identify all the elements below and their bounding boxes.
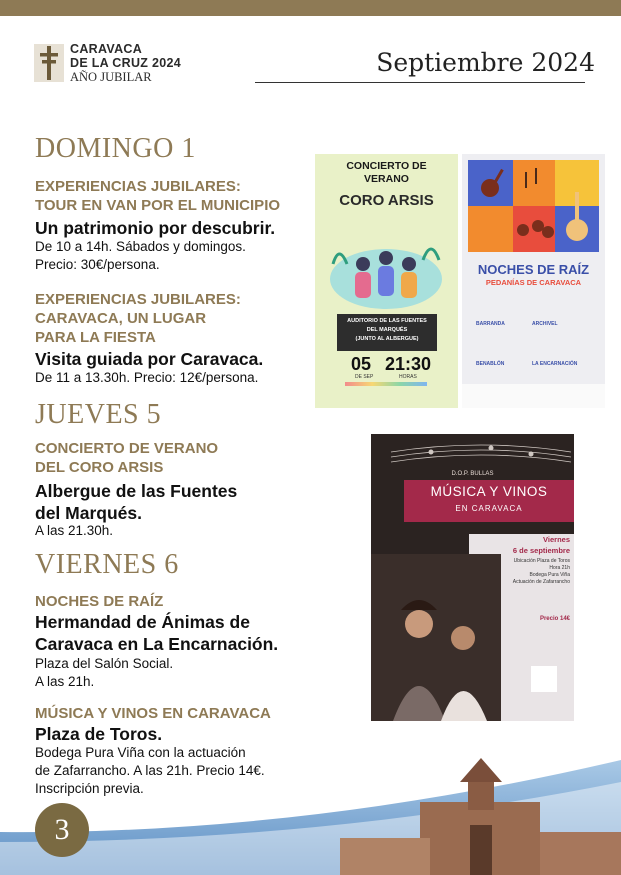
music-staff-icon [371,442,574,472]
event-title: Visita guiada por Caravaca. [35,349,264,369]
day-heading-domingo: DOMINGO 1 [35,133,196,164]
poster-venue: DEL MARQUÉS [366,327,408,333]
poster-place: BARRANDA [476,321,505,327]
poster-price: Precio 14€ [539,616,570,622]
poster-day: Viernes [543,535,570,544]
poster-day-2: 6 de septiembre [512,546,570,555]
event-info: Plaza del Salón Social. A las 21h. [35,656,174,689]
event-title: Albergue de las Fuentes del Marqués. [35,481,238,523]
poster-date: 05 [351,354,372,374]
day-heading-jueves: JUEVES 5 [35,399,162,430]
poster-venue: AUDITORIO DE LAS FUENTES [347,318,427,324]
top-accent-bar [0,0,621,16]
jubilee-logo [34,42,194,86]
poster-venue: (JUNTO AL ALBERGUE) [355,336,419,342]
month-title: Septiembre 2024 [376,48,595,77]
poster-noches-de-raiz [462,154,605,408]
poster-title: NOCHES DE RAÍZ [477,262,590,277]
event-category: EXPERIENCIAS JUBILARES: CARAVACA, UN LUGAR PARA LA FIESTA [35,291,241,346]
event-info: De 11 a 13.30h. Precio: 12€/persona. [35,370,259,385]
event-info: Bodega Pura Viña con la actuación de Zafarrancho. A las 21h. Precio 14€. Inscripción previa. [35,745,265,796]
event-category: NOCHES DE RAÍZ [35,593,164,610]
logo-line-1: CARAVACA [70,42,143,56]
header-divider [255,82,585,83]
people-photo-icon [371,554,501,721]
poster-date-sub: DE SEP [355,374,374,380]
event-title: Plaza de Toros. [35,724,163,744]
poster-line: VERANO [364,173,409,185]
qr-code-icon [531,666,557,692]
poster-time-sub: HORAS [399,374,417,380]
event-info: A las 21.30h. [35,523,114,538]
poster-place: LA ENCARNACIÓN [532,361,578,367]
logo-line-2: DE LA CRUZ 2024 [70,56,182,70]
event-info: De 10 a 14h. Sábados y domingos. Precio: 30€/persona. [35,239,246,272]
event-category: CONCIERTO DE VERANO DEL CORO ARSIS [35,440,219,476]
poster-place: BENABLÓN [476,361,505,367]
poster-musica-y-vinos [371,434,574,721]
poster-footer-logos [462,384,605,408]
poster-brand: D.O.P. BULLAS [451,471,494,477]
event-title: Un patrimonio por descubrir. [35,218,276,238]
poster-color-strip [345,382,427,386]
event-title: Hermandad de Ánimas de Caravaca en La Encarnación. [35,612,279,654]
poster-detail: Bodega Pura Viña [529,572,570,578]
cross-logo-icon [34,42,64,82]
poster-title: MÚSICA Y VINOS [430,484,548,499]
poster-subtitle: PEDANÍAS DE CARAVACA [485,278,582,287]
poster-title: CORO ARSIS [339,192,434,209]
choir-illustration-icon [323,224,450,312]
poster-place: ARCHIVEL [532,321,558,327]
poster-detail: Actuación de Zafarrancho [512,579,570,585]
church-landscape-decoration [0,720,621,875]
poster-time: 21:30 [385,354,432,374]
guitars-illustration-icon [468,160,599,252]
day-heading-viernes: VIERNES 6 [35,549,179,580]
event-category: EXPERIENCIAS JUBILARES: TOUR EN VAN POR EL MUNICIPIO [35,178,281,214]
event-category: MÚSICA Y VINOS EN CARAVACA [35,705,271,722]
logo-line-3: AÑO JUBILAR [70,70,152,84]
poster-detail: Ubicación Plaza de Toros [513,558,570,564]
poster-coro-arsis [315,154,458,408]
poster-line: CONCIERTO DE [346,160,427,172]
poster-detail: Hora 21h [549,565,570,571]
poster-title-2: EN CARAVACA [455,504,523,513]
page-number: 3 [35,803,89,857]
